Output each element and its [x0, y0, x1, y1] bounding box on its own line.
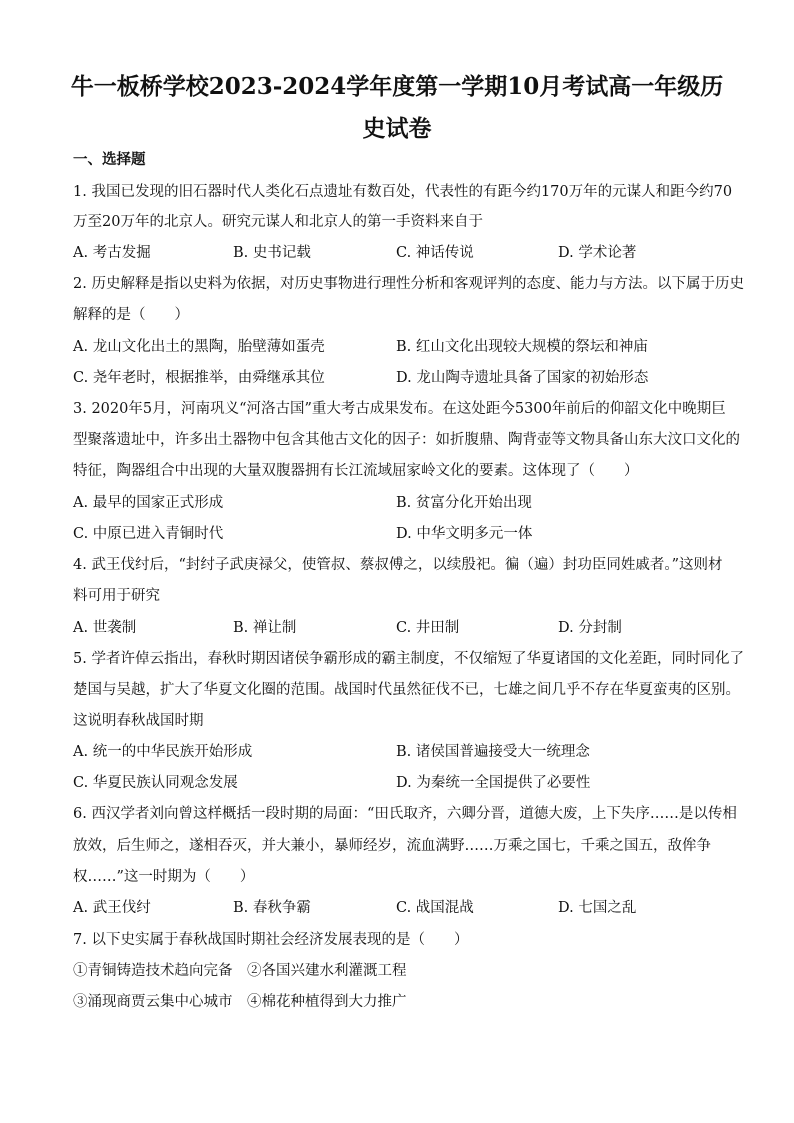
statement-line: ①青铜铸造技术趋向完备 ②各国兴建水利灌溉工程 — [73, 963, 407, 979]
option-c[interactable]: C. 井田制 — [396, 620, 460, 636]
section-heading: 一、选择题 — [73, 151, 146, 168]
option-d[interactable]: D. 学术论著 — [558, 245, 637, 261]
option-d[interactable]: D. 分封制 — [558, 620, 622, 636]
option-c[interactable]: C. 中原已进入青铜时代 — [73, 526, 224, 542]
option-b[interactable]: B. 史书记载 — [233, 245, 311, 261]
option-c[interactable]: C. 尧年老时，根据推举，由舜继承其位 — [73, 370, 325, 386]
question-text-line: 这说明春秋战国时期 — [73, 713, 204, 729]
exam-title: 牛一板桥学校2023-2024学年度第一学期10月考试高一年级历史试卷 — [70, 73, 724, 142]
option-a[interactable]: A. 龙山文化出土的黑陶，胎壁薄如蛋壳 — [73, 339, 325, 355]
question-text-line: 5. 学者许倬云指出，春秋时期因诸侯争霸形成的霸主制度，不仅缩短了华夏诸国的文化差距，同时同化了 — [73, 651, 744, 667]
question-text-line: 料可用于研究 — [73, 588, 160, 604]
question-text-line: 2. 历史解释是指以史料为依据，对历史事物进行理性分析和客观评判的态度、能力与方法。以下属于历史 — [73, 276, 744, 292]
option-d[interactable]: D. 七国之乱 — [558, 900, 637, 916]
option-d[interactable]: D. 为秦统一全国提供了必要性 — [396, 775, 591, 791]
option-b[interactable]: B. 诸侯国普遍接受大一统理念 — [396, 744, 590, 760]
option-d[interactable]: D. 中华文明多元一体 — [396, 526, 533, 542]
option-a[interactable]: A. 统一的中华民族开始形成 — [73, 744, 253, 760]
question-text-line: 1. 我国已发现的旧石器时代人类化石点遗址有数百处，代表性的有距今约170万年的元谋人和距今约70 — [73, 184, 733, 200]
question-text-line: 6. 西汉学者刘向曾这样概括一段时期的局面：“田氏取齐，六卿分晋，道德大废，上下失序……是以传相 — [73, 806, 737, 822]
question-text-line: 7. 以下史实属于春秋战国时期社会经济发展表现的是（ ） — [73, 932, 469, 948]
question-text-line: 3. 2020年5月，河南巩义“河洛古国”重大考古成果发布。在这处距今5300年前后的仰韶文化中晚期巨 — [73, 401, 726, 417]
option-b[interactable]: B. 贫富分化开始出现 — [396, 495, 532, 511]
question-text-line: 解释的是（ ） — [73, 307, 189, 323]
question-text-line: 楚国与吴越，扩大了华夏文化圈的范围。战国时代虽然征伐不已，七雄之间几乎不存在华夏蛮夷的区别。 — [73, 682, 740, 698]
question-text-line: 万至20万年的北京人。研究元谋人和北京人的第一手资料来自于 — [73, 214, 483, 230]
question-text-line: 放效，后生师之，遂相吞灭，并大兼小，暴师经岁，流血满野……万乘之国七，千乘之国五，敌侔争 — [73, 838, 711, 854]
option-b[interactable]: B. 春秋争霸 — [233, 900, 311, 916]
question-text-line: 特征，陶器组合中出现的大量双腹器拥有长江流域屈家岭文化的要素。这体现了（ ） — [73, 463, 639, 479]
option-c[interactable]: C. 神话传说 — [396, 245, 474, 261]
option-a[interactable]: A. 武王伐纣 — [73, 900, 151, 916]
statement-line: ③涌现商贾云集中心城市 ④棉花种植得到大力推广 — [73, 994, 407, 1010]
option-c[interactable]: C. 华夏民族认同观念发展 — [73, 775, 238, 791]
option-a[interactable]: A. 考古发掘 — [73, 245, 151, 261]
option-c[interactable]: C. 战国混战 — [396, 900, 474, 916]
option-b[interactable]: B. 禅让制 — [233, 620, 297, 636]
option-a[interactable]: A. 世袭制 — [73, 620, 137, 636]
option-a[interactable]: A. 最早的国家正式形成 — [73, 495, 224, 511]
option-b[interactable]: B. 红山文化出现较大规模的祭坛和神庙 — [396, 339, 648, 355]
question-text-line: 权……”这一时期为（ ） — [73, 869, 255, 885]
question-text-line: 4. 武王伐纣后，“封纣子武庚禄父，使管叔、蔡叔傅之，以续殷祀。徧（遍）封功臣同姓戚者。”这则材 — [73, 557, 723, 573]
question-text-line: 型聚落遗址中，许多出土器物中包含其他古文化的因子：如折腹鼎、陶背壶等文物具备山东大汶口文化的 — [73, 432, 740, 448]
option-d[interactable]: D. 龙山陶寺遗址具备了国家的初始形态 — [396, 370, 649, 386]
